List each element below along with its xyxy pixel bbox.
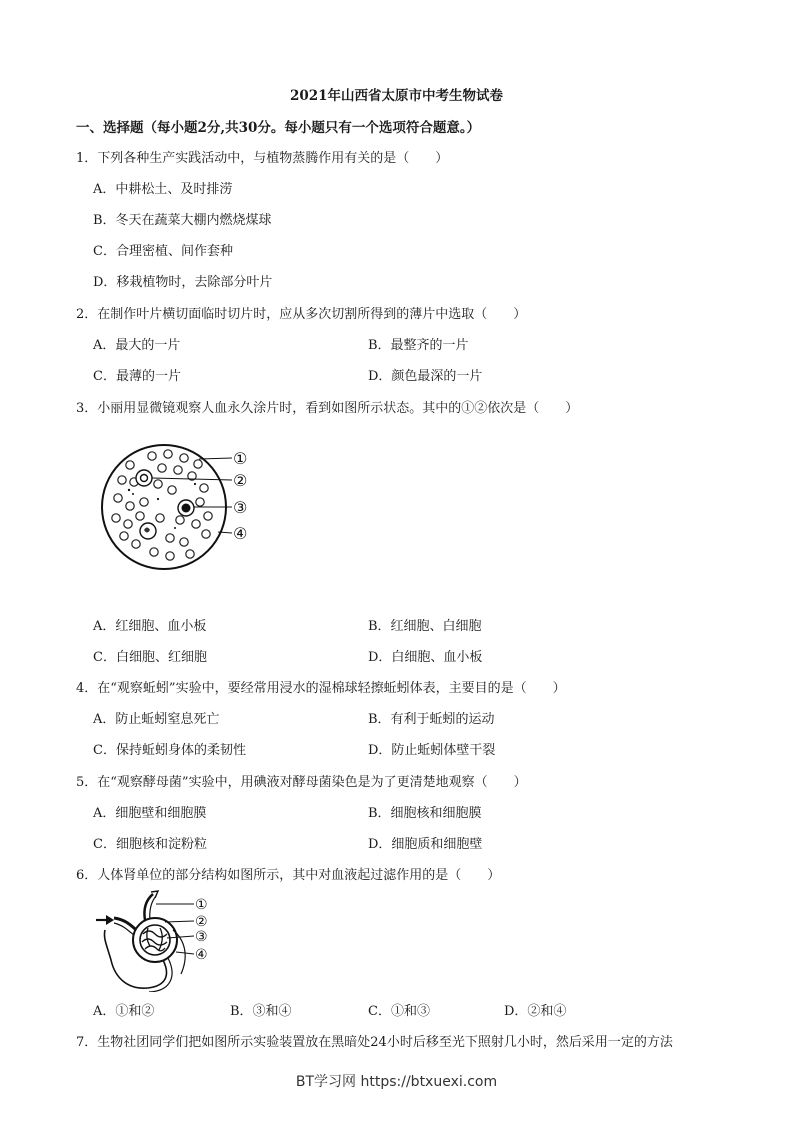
diagram-label: ① bbox=[195, 897, 208, 913]
q4-option-c[interactable]: C．保持蚯蚓身体的柔韧性 bbox=[93, 743, 246, 758]
diagram-label: ③ bbox=[195, 929, 208, 945]
q3-stem: 3．小丽用显微镜观察人血永久涂片时，看到如图所示状态。其中的①②依次是（ ） bbox=[76, 401, 579, 416]
q3-option-b[interactable]: B．红细胞、白细胞 bbox=[368, 619, 482, 634]
q1-stem: 1．下列各种生产实践活动中，与植物蒸腾作用有关的是（ ） bbox=[76, 151, 449, 166]
q5-option-b[interactable]: B．细胞核和细胞膜 bbox=[368, 806, 482, 821]
q2-option-b[interactable]: B．最整齐的一片 bbox=[368, 338, 469, 353]
diagram-label: ④ bbox=[233, 524, 248, 543]
q6-option-d[interactable]: D．②和④ bbox=[504, 1004, 567, 1019]
q4-stem: 4．在“观察蚯蚓”实验中，要经常用浸水的湿棉球轻擦蚯蚓体表，主要目的是（ ） bbox=[76, 681, 566, 696]
diagram-label: ② bbox=[195, 914, 208, 930]
q6-option-a[interactable]: A．①和② bbox=[93, 1004, 155, 1019]
q5-option-a[interactable]: A．细胞壁和细胞膜 bbox=[93, 806, 207, 821]
section-heading: 一、选择题（每小题2分,共30分。每小题只有一个选项符合题意。） bbox=[76, 120, 481, 136]
diagram-label: ① bbox=[233, 449, 248, 468]
q3-option-c[interactable]: C．白细胞、红细胞 bbox=[93, 650, 207, 665]
q1-option-c[interactable]: C．合理密植、间作套种 bbox=[93, 244, 233, 259]
diagram-label: ④ bbox=[195, 947, 208, 963]
white-blood-cell bbox=[136, 470, 152, 486]
q2-stem: 2．在制作叶片横切面临时切片时，应从多次切割所得到的薄片中选取（ ） bbox=[76, 307, 527, 322]
q7-stem: 7．生物社团同学们把如图所示实验装置放在黑暗处24小时后移至光下照射几小时，然后采用一定的方法 bbox=[76, 1035, 673, 1050]
q4-option-b[interactable]: B．有利于蚯蚓的运动 bbox=[368, 712, 495, 727]
blood-smear-diagram bbox=[100, 440, 265, 575]
q5-stem: 5．在“观察酵母菌”实验中，用碘液对酵母菌染色是为了更清楚地观察（ ） bbox=[76, 775, 527, 790]
q1-option-a[interactable]: A．中耕松土、及时排涝 bbox=[93, 182, 233, 197]
diagram-label: ③ bbox=[233, 498, 248, 517]
q5-option-c[interactable]: C．细胞核和淀粉粒 bbox=[93, 837, 207, 852]
white-blood-cell bbox=[140, 523, 156, 539]
q6-option-c[interactable]: C．①和③ bbox=[368, 1004, 430, 1019]
q4-option-a[interactable]: A．防止蚯蚓窒息死亡 bbox=[93, 712, 220, 727]
q5-option-d[interactable]: D．细胞质和细胞壁 bbox=[368, 837, 483, 852]
q6-option-b[interactable]: B．③和④ bbox=[230, 1004, 292, 1019]
exam-title: 2021年山西省太原市中考生物试卷 bbox=[289, 88, 504, 104]
q4-option-d[interactable]: D．防止蚯蚓体壁干裂 bbox=[368, 743, 496, 758]
q3-option-a[interactable]: A．红细胞、血小板 bbox=[93, 619, 207, 634]
arrow-icon bbox=[96, 915, 114, 925]
q3-option-d[interactable]: D．白细胞、血小板 bbox=[368, 650, 483, 665]
q6-stem: 6．人体肾单位的部分结构如图所示，其中对血液起过滤作用的是（ ） bbox=[76, 868, 501, 883]
diagram-label: ② bbox=[233, 471, 248, 490]
white-blood-cell bbox=[178, 500, 194, 516]
q1-option-d[interactable]: D．移栽植物时，去除部分叶片 bbox=[93, 275, 273, 290]
footer-watermark: BT学习网 https://btxuexi.com bbox=[295, 1074, 498, 1090]
q2-option-d[interactable]: D．颜色最深的一片 bbox=[368, 369, 483, 384]
q2-option-c[interactable]: C．最薄的一片 bbox=[93, 369, 181, 384]
q2-option-a[interactable]: A．最大的一片 bbox=[93, 338, 181, 353]
q1-option-b[interactable]: B．冬天在蔬菜大棚内燃烧煤球 bbox=[93, 213, 272, 228]
nephron-diagram bbox=[93, 890, 218, 992]
